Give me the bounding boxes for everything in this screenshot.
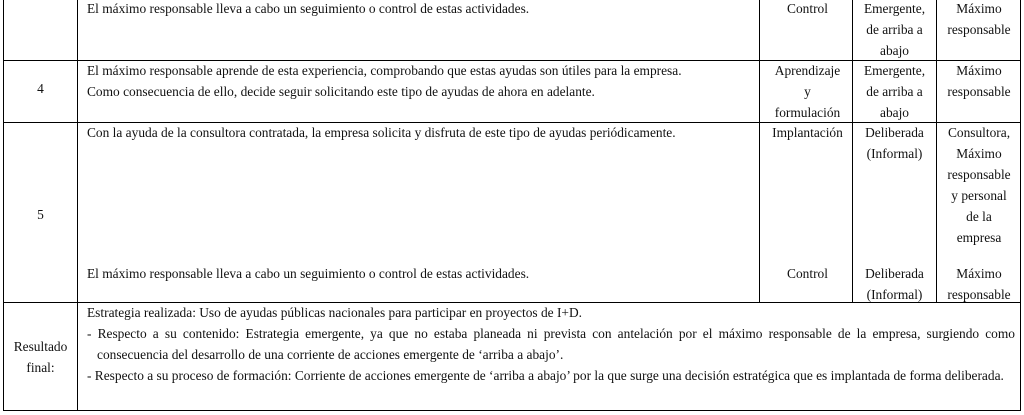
column-divider [77,0,78,60]
strategy-type: Deliberada (Informal) [865,266,924,302]
column-divider [77,303,78,410]
responsible: Máximo responsable [947,63,1011,99]
column-divider [77,61,78,122]
column-divider [759,61,760,122]
column-divider [759,0,760,60]
activity-description: El máximo responsable lleva a cabo un seguimiento o control de estas actividades. [87,1,530,16]
table-row [3,0,1021,61]
strategy-type: Deliberada (Informal) [865,125,924,161]
final-result-label: Resultado final: [13,339,68,375]
responsible: Consultora, Máximo responsable y personal de la empresa [947,125,1011,245]
row-number: 5 [37,207,44,222]
table-row [3,61,1021,123]
column-divider [77,123,78,302]
table-row [3,123,1021,303]
activity-description: Con la ayuda de la consultora contratada, la empresa solicita y disfruta de este tipo de ayudas periódicamente. [87,125,676,140]
strategy-type: Emergente, de arriba a abajo [863,63,926,120]
column-divider [759,123,760,302]
final-result-text [87,302,1015,386]
activity-type: Aprendizaje y formulación [774,63,841,120]
strategy-type: Emergente, de arriba a abajo [863,1,926,58]
activity-description: Como consecuencia de ello, decide seguir solicitando este tipo de ayudas de ahora en adelante. [87,84,595,99]
strategy-realized: Estrategia realizada: Uso de ayudas públicas nacionales para participar en proyectos de I+D. [87,305,582,320]
activity-type: Implantación [772,125,843,140]
responsible: Máximo responsable [947,1,1011,37]
row-number: 4 [37,81,44,96]
final-result-row [3,303,1021,411]
activity-type: Control [787,266,828,281]
activity-description: El máximo responsable aprende de esta experiencia, comprobando que estas ayudas son útiles para la empresa. [87,63,682,78]
process-bullet: - Respecto a su proceso de formación: Corriente de acciones emergente de ‘arriba a abajo’ por la que surge una decisión estratégica que es implantada de forma deliberada. [87,368,1004,383]
activity-type: Control [787,1,828,16]
activity-description: El máximo responsable lleva a cabo un seguimiento o control de estas actividades. [87,266,530,281]
content-bullet: - Respecto a su contenido: Estrategia emergente, ya que no estaba planeada ni prevista con antelación por el máximo responsable de la empresa, surgiendo como consecuencia del desarrollo de una corriente de acciones emergente de ‘arriba a abajo’. [87,326,1015,362]
responsible: Máximo responsable [947,266,1011,302]
